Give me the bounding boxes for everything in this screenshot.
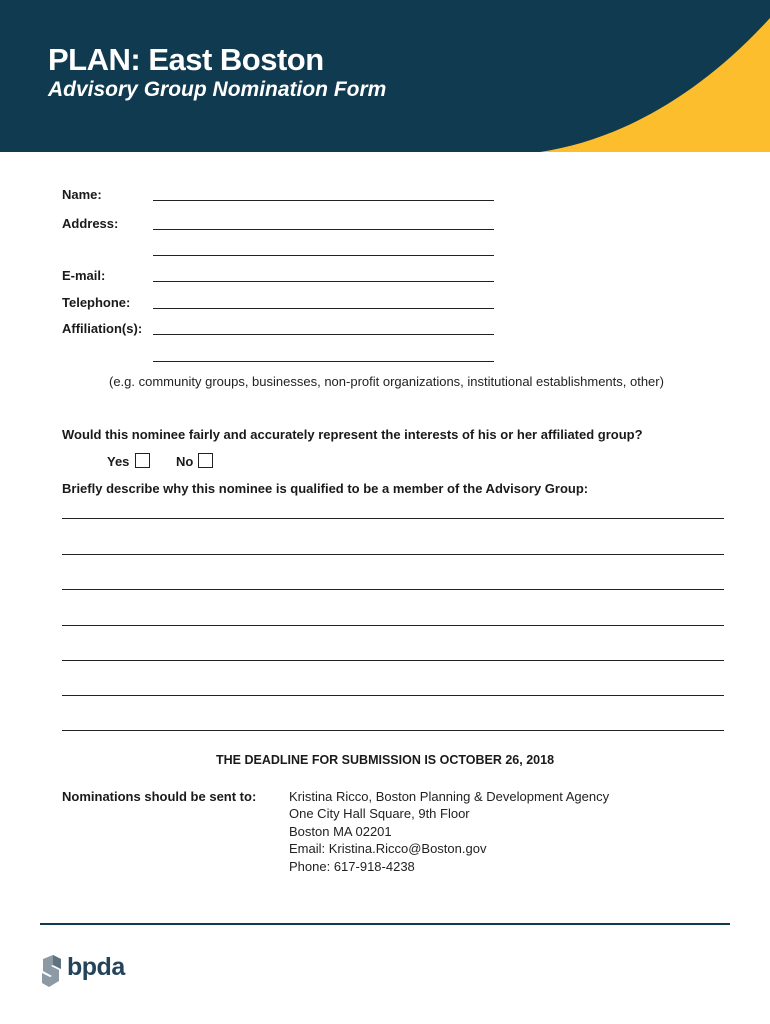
address-field-line-2[interactable] <box>153 255 494 256</box>
representation-question: Would this nominee fairly and accurately represent the interests of his or her affiliated group? <box>62 427 643 442</box>
contact-line-name: Kristina Ricco, Boston Planning & Development Agency <box>289 789 610 804</box>
description-line-5[interactable] <box>62 660 724 661</box>
email-label: E-mail: <box>62 268 106 283</box>
no-label: No <box>176 454 194 469</box>
send-to-label: Nominations should be sent to: <box>62 789 257 804</box>
address-label: Address: <box>62 216 119 231</box>
yes-label: Yes <box>107 454 130 469</box>
description-line-7[interactable] <box>62 730 724 731</box>
description-line-4[interactable] <box>62 625 724 626</box>
telephone-field[interactable] <box>153 308 494 309</box>
header-banner <box>0 0 770 152</box>
affiliation-note: (e.g. community groups, businesses, non-profit organizations, institutional establishments, other) <box>109 374 664 389</box>
bpda-logo-text: bpda <box>67 953 125 981</box>
affiliations-label: Affiliation(s): <box>62 321 143 336</box>
footer-divider <box>40 923 730 925</box>
bpda-logo-icon <box>41 955 63 987</box>
contact-line-street: One City Hall Square, 9th Floor <box>289 806 470 821</box>
deadline-notice: THE DEADLINE FOR SUBMISSION IS OCTOBER 26, 2018 <box>215 753 555 767</box>
affiliations-field-line-1[interactable] <box>153 334 494 335</box>
contact-line-city: Boston MA 02201 <box>289 824 392 839</box>
name-label: Name: <box>62 187 102 202</box>
no-checkbox[interactable] <box>198 453 213 468</box>
description-line-1[interactable] <box>62 518 724 519</box>
email-field[interactable] <box>153 281 494 282</box>
description-line-6[interactable] <box>62 695 724 696</box>
affiliations-field-line-2[interactable] <box>153 361 494 362</box>
page-subtitle: Advisory Group Nomination Form <box>48 78 387 101</box>
address-field-line-1[interactable] <box>153 229 494 230</box>
description-line-3[interactable] <box>62 589 724 590</box>
telephone-label: Telephone: <box>62 295 131 310</box>
qualification-question: Briefly describe why this nominee is qualified to be a member of the Advisory Group: <box>62 481 589 496</box>
contact-line-phone: Phone: 617-918-4238 <box>289 859 415 874</box>
page-title: PLAN: East Boston <box>48 42 324 77</box>
description-line-2[interactable] <box>62 554 724 555</box>
contact-line-email: Email: Kristina.Ricco@Boston.gov <box>289 841 487 856</box>
name-field[interactable] <box>153 200 494 201</box>
yes-checkbox[interactable] <box>135 453 150 468</box>
